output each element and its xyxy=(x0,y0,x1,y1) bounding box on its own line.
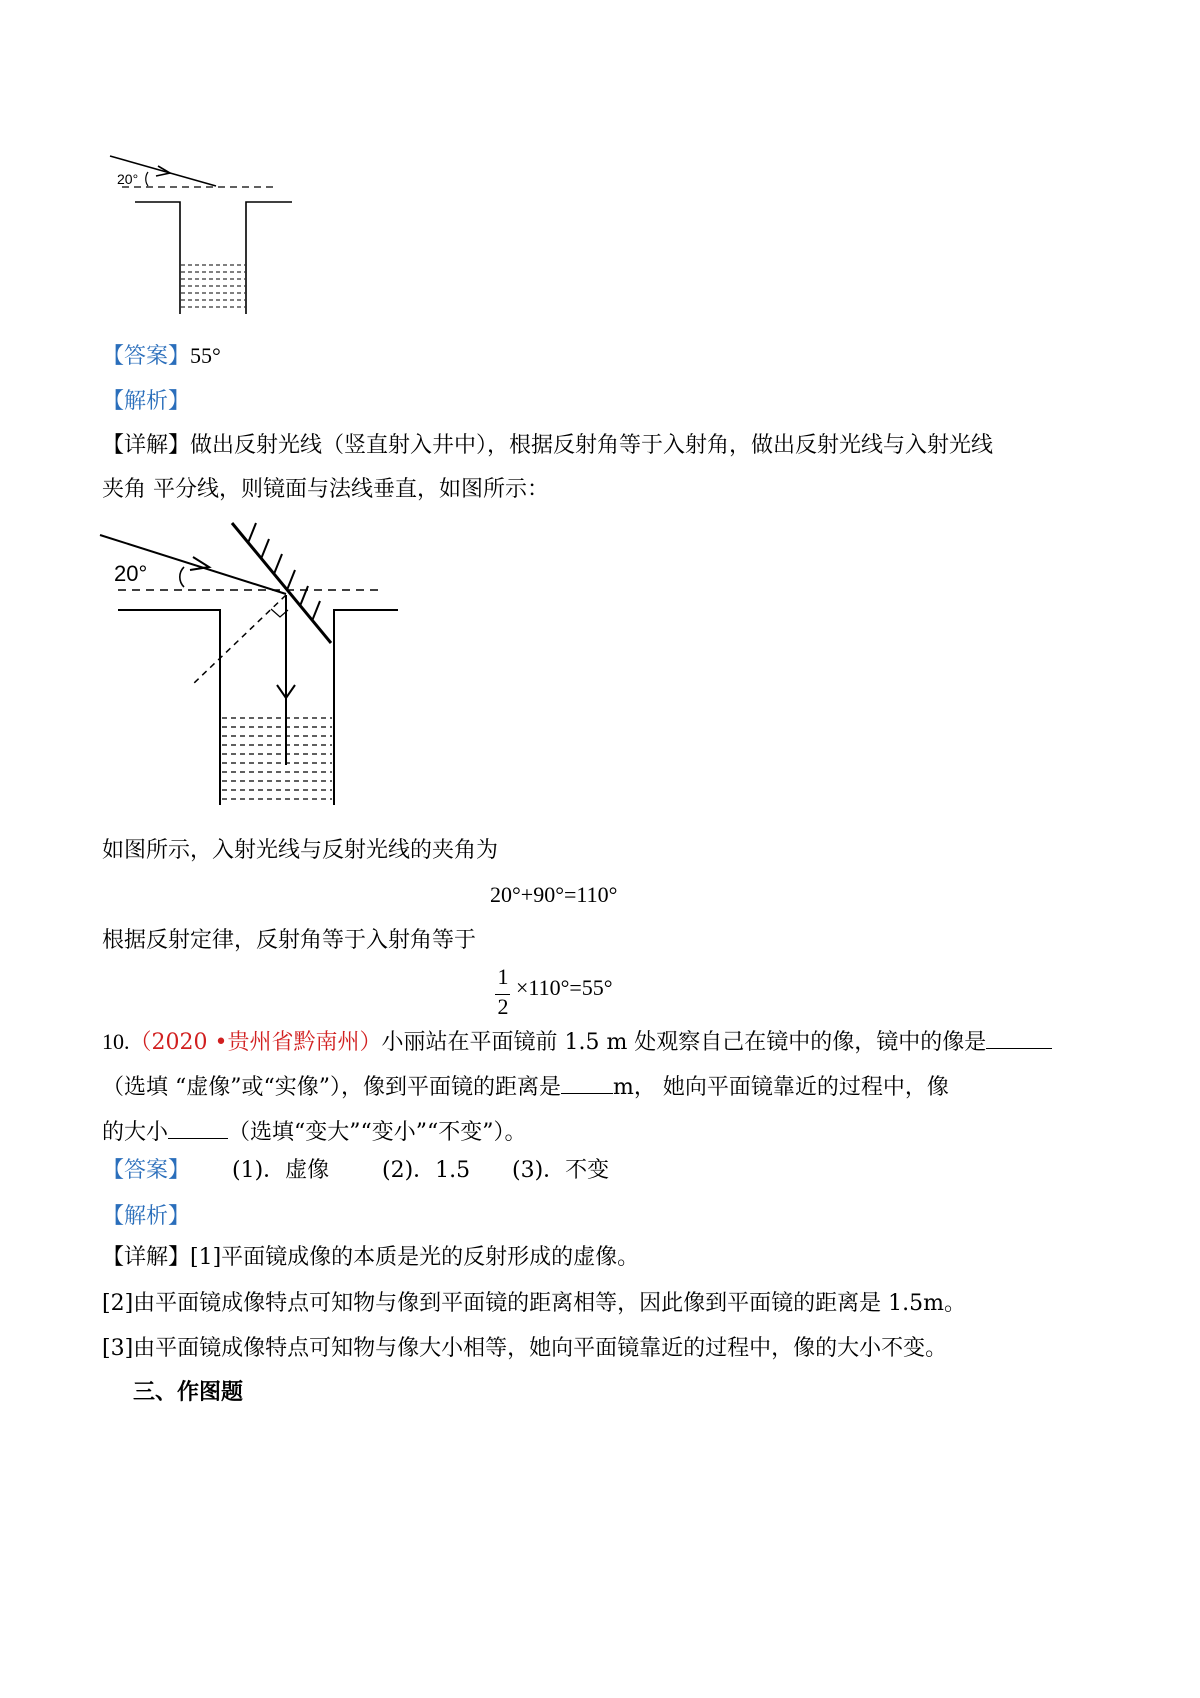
question-number: 10. xyxy=(102,1029,130,1054)
angle-label-20: 20° xyxy=(114,561,148,586)
formula-angle-sum: 20°+90°=110° xyxy=(490,882,618,907)
detail-text: 做出反射光线（竖直射入井中），根据反射角等于入射角，做出反射光线与入射光线 xyxy=(190,433,994,458)
q10-line2 xyxy=(102,1071,949,1104)
q9-explain-line2: 根据反射定律，反射角等于入射角等于 xyxy=(102,928,477,953)
answer-tag: 【答案】 xyxy=(102,1158,191,1183)
formula-result: ×110°=55° xyxy=(516,975,613,1000)
question-text: 小丽站在平面镜前 1.5 m 处观察自己在镜中的像，镜中的像是 xyxy=(381,1030,987,1055)
analysis-tag: 【解析】 xyxy=(102,1204,191,1229)
section-heading-drawing: 三、作图题 xyxy=(133,1379,244,1405)
question-text: （选填 “虚像”或“实像”），像到平面镜的距离是 xyxy=(102,1075,561,1100)
water xyxy=(222,718,332,799)
q9-answer xyxy=(102,340,221,373)
fraction-half xyxy=(494,960,514,1020)
fraction-denominator: 2 xyxy=(497,994,509,1019)
answer-2: (2)．1.5 xyxy=(382,1158,471,1183)
q10-analysis-tag xyxy=(102,1201,190,1233)
question-text: 的大小 xyxy=(102,1120,169,1145)
angle-label-20: 20° xyxy=(117,171,139,187)
fraction-numerator: 1 xyxy=(497,964,509,989)
water xyxy=(181,265,245,307)
detail-tag: 【详解】 xyxy=(102,1245,191,1270)
answer-tag: 【答案】 xyxy=(102,344,191,369)
well-diagram-1 xyxy=(100,150,310,320)
blank-2[interactable] xyxy=(561,1071,613,1094)
answer-value: 55° xyxy=(190,343,221,368)
q10-detail3: [3]由平面镜成像特点可知物与像大小相等，她向平面镜靠近的过程中，像的大小不变。 xyxy=(102,1336,948,1361)
q9-analysis-tag xyxy=(102,386,190,418)
q9-detail-line2: 夹角 平分线，则镜面与法线垂直，如图所示： xyxy=(102,477,549,502)
question-source: （2020 •贵州省黔南州） xyxy=(129,1030,382,1055)
q10-line3 xyxy=(102,1116,527,1149)
question-text: m， 她向平面镜靠近的过程中，像 xyxy=(612,1075,949,1100)
q10-detail1 xyxy=(102,1242,639,1274)
detail-text: [1]平面镜成像的本质是光的反射形成的虚像。 xyxy=(190,1245,640,1270)
question-text: （选填“变大”“变小”“不变”）。 xyxy=(228,1120,527,1145)
answer-1: (1)．虚像 xyxy=(232,1158,330,1183)
q9-explain-line1: 如图所示，入射光线与反射光线的夹角为 xyxy=(102,838,499,863)
q10-detail2: [2]由平面镜成像特点可知物与像到平面镜的距离相等，因此像到平面镜的距离是 1.5m。 xyxy=(102,1291,967,1316)
blank-3[interactable] xyxy=(168,1116,228,1139)
detail-tag: 【详解】 xyxy=(102,433,191,458)
q9-detail-line1 xyxy=(102,430,993,462)
blank-1[interactable] xyxy=(986,1026,1052,1049)
analysis-tag: 【解析】 xyxy=(102,389,191,414)
q10-answer xyxy=(102,1155,610,1187)
well-diagram-2 xyxy=(96,515,416,810)
answer-3: (3)．不变 xyxy=(512,1158,610,1183)
q10-line1 xyxy=(102,1026,1052,1059)
